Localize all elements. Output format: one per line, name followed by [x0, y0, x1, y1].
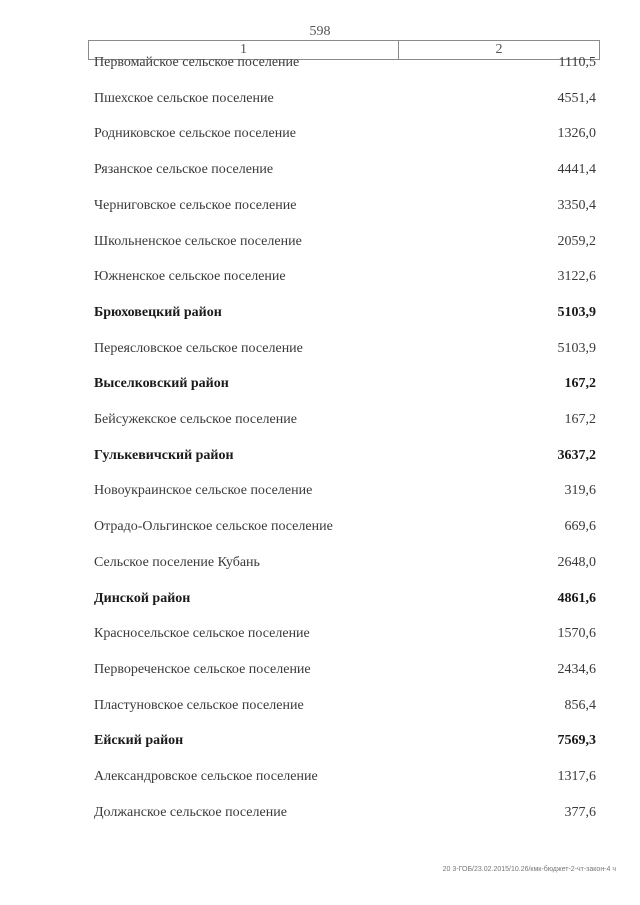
row-name: Должанское сельское поселение	[94, 805, 287, 820]
row-name: Первомайское сельское поселение	[94, 55, 300, 70]
row-name: Пластуновское сельское поселение	[94, 698, 304, 713]
row-name: Пшехское сельское поселение	[94, 91, 274, 106]
settlement-row	[0, 802, 640, 824]
row-value: 4441,4	[557, 162, 596, 177]
row-value: 4551,4	[557, 91, 596, 106]
row-name: Выселковский район	[94, 376, 229, 391]
row-value: 3350,4	[557, 198, 596, 213]
row-name: Отрадо-Ольгинское сельское поселение	[94, 519, 333, 534]
row-name: Южненское сельское поселение	[94, 269, 286, 284]
column-header-1: 1	[89, 41, 399, 59]
settlement-row	[0, 480, 640, 502]
row-name: Александровское сельское поселение	[94, 769, 318, 784]
settlement-row	[0, 623, 640, 645]
row-value: 4861,6	[557, 591, 596, 606]
district-row	[0, 302, 640, 324]
row-name: Родниковское сельское поселение	[94, 126, 296, 141]
settlement-row	[0, 695, 640, 717]
settlement-row	[0, 552, 640, 574]
district-row	[0, 730, 640, 752]
row-value: 167,2	[564, 376, 596, 391]
settlement-row	[0, 409, 640, 431]
row-value: 5103,9	[557, 305, 596, 320]
footer-reference: 20 3-ГОБ/23.02.2015/10.26/кмк-бюджет-2-чт-закон-4 ч	[442, 866, 616, 873]
row-value: 1317,6	[557, 769, 596, 784]
column-header-2: 2	[495, 42, 503, 57]
row-value: 377,6	[564, 805, 596, 820]
settlement-row	[0, 338, 640, 360]
row-value: 2059,2	[557, 234, 596, 249]
settlement-row	[0, 88, 640, 110]
row-name: Брюховецкий район	[94, 305, 222, 320]
row-name: Сельское поселение Кубань	[94, 555, 260, 570]
page-number: 598	[309, 24, 331, 39]
row-value: 1570,6	[557, 626, 596, 641]
settlement-row	[0, 516, 640, 538]
row-name: Первореченское сельское поселение	[94, 662, 311, 677]
row-name: Переясловское сельское поселение	[94, 341, 303, 356]
district-row	[0, 445, 640, 467]
row-name: Ейский район	[94, 733, 184, 748]
settlement-row	[0, 266, 640, 288]
settlement-row	[0, 231, 640, 253]
row-value: 7569,3	[557, 733, 596, 748]
row-value: 669,6	[564, 519, 596, 534]
row-name: Бейсужекское сельское поселение	[94, 412, 297, 427]
row-name: Гулькевичский район	[94, 448, 234, 463]
settlement-row	[0, 659, 640, 681]
row-name: Черниговское сельское поселение	[94, 198, 297, 213]
row-name: Рязанское сельское поселение	[94, 162, 274, 177]
row-name: Динской район	[94, 591, 191, 606]
row-value: 2434,6	[557, 662, 596, 677]
row-name: Школьненское сельское поселение	[94, 234, 302, 249]
district-row	[0, 588, 640, 610]
row-value: 167,2	[564, 412, 596, 427]
row-value: 1110,5	[558, 55, 596, 70]
row-value: 319,6	[564, 483, 596, 498]
row-value: 3637,2	[557, 448, 596, 463]
row-value: 1326,0	[557, 126, 596, 141]
settlement-row	[0, 123, 640, 145]
settlement-row	[0, 52, 640, 74]
district-row	[0, 373, 640, 395]
row-value: 5103,9	[557, 341, 596, 356]
settlement-row	[0, 766, 640, 788]
row-name: Новоукраинское сельское поселение	[94, 483, 313, 498]
settlement-row	[0, 195, 640, 217]
settlement-row	[0, 159, 640, 181]
row-name: Красносельское сельское поселение	[94, 626, 310, 641]
row-value: 2648,0	[557, 555, 596, 570]
row-value: 856,4	[564, 698, 596, 713]
row-value: 3122,6	[557, 269, 596, 284]
